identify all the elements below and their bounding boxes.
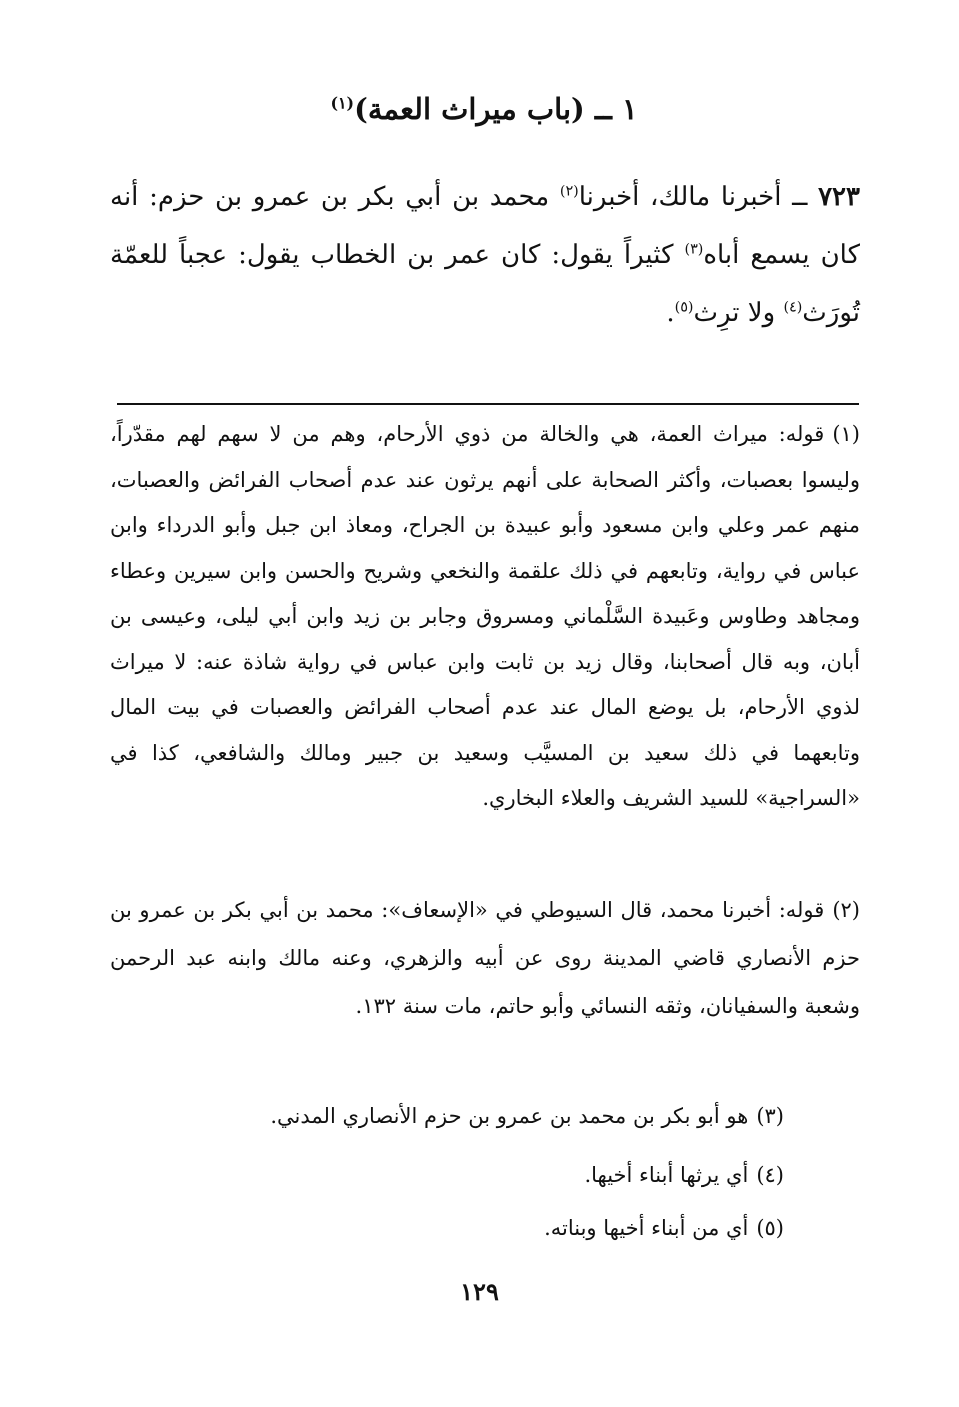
footnote-marker: (١)	[832, 422, 860, 446]
footnote-ref: (٣)	[684, 241, 704, 258]
footnote-3	[270, 1096, 784, 1136]
page-number: ١٢٩	[460, 1277, 499, 1306]
footnote-ref: (٥)	[674, 299, 694, 316]
footnote-marker: (٣)	[756, 1104, 784, 1128]
footnote-marker: (٥)	[756, 1216, 784, 1240]
footnote-ref: (١)	[330, 93, 355, 113]
hadith-text-part: كثيراً يقول: كان عمر بن الخطاب يقول: عجباً للعمّة تُورَث	[110, 240, 860, 328]
footnote-4	[584, 1155, 784, 1195]
footnote-text: أي من أبناء أخيها وبناته.	[544, 1216, 749, 1240]
footnote-text: قوله: ميراث العمة، هي والخالة من ذوي الأرحام، وهم من لا سهم لهم مقدّراً، وليسوا بعصبات، وأكثر الصحابة على أنهم يرثون عند عدم أصحاب الفرائض والعصبات، منهم عمر وعلي وابن مسعود وأبو عبيدة بن الجراح، ومعاذ ابن جبل وأبو الدرداء وابن عباس في رواية، وتابعهم في ذلك علقمة والنخعي وشريح والحسن وابن سيرين وعطاء ومجاهد وطاوس وعَبيدة السَّلْماني ومسروق وجابر بن زيد وابن أبي ليلى، وعيسى بن أبان، وبه قال أصحابنا، وقال زيد بن ثابت وابن عباس في رواية شاذة عنه: لا ميراث لذوي الأرحام، بل يوضع المال عند عدم أصحاب الفرائض والعصبات في بيت المال وتابعهما في ذلك سعيد بن المسيَّب وسعيد بن جبير ومالك والشافعي، كذا في «السراجية» للسيد الشريف والعلاء البخاري.	[110, 422, 860, 810]
footnote-text: قوله: أخبرنا محمد، قال السيوطي في «الإسعاف»: محمد بن أبي بكر بن عمرو بن حزم الأنصاري قاضي المدينة روى عن أبيه والزهري، وعنه مالك وابنه عبد الرحمن وشعبة والسفيانان، وثقه النسائي وأبو حاتم، مات سنة ١٣٢.	[110, 898, 860, 1018]
hadith-text-part: أخبرنا مالك، أخبرنا	[578, 182, 782, 212]
footnote-5	[544, 1208, 784, 1248]
footnote-ref: (٢)	[559, 183, 579, 200]
footnote-text: هو أبو بكر بن محمد بن عمرو بن حزم الأنصاري المدني.	[270, 1104, 749, 1128]
chapter-heading-text: ١ ــ (باب ميراث العمة)	[354, 92, 638, 126]
footnote-2	[110, 886, 860, 1030]
footnote-text: أي يرثها أبناء أخيها.	[584, 1163, 749, 1187]
footnote-marker: (٤)	[756, 1163, 784, 1187]
hadith-dash: ــ	[781, 182, 819, 212]
hadith-text	[110, 168, 860, 342]
chapter-heading	[110, 92, 858, 126]
footnote-1	[110, 412, 860, 822]
hadith-text-part: .	[666, 298, 675, 328]
hadith-text-part: محمد بن أبي بكر بن عمرو بن حزم: أنه كان يسمع أباه	[110, 182, 860, 270]
hadith-text-part: ولا ترِث	[693, 298, 784, 328]
hadith-number: ٧٢٣	[818, 182, 860, 212]
footnote-divider	[117, 403, 859, 405]
footnote-marker: (٢)	[832, 898, 860, 922]
footnote-ref: (٤)	[783, 299, 803, 316]
